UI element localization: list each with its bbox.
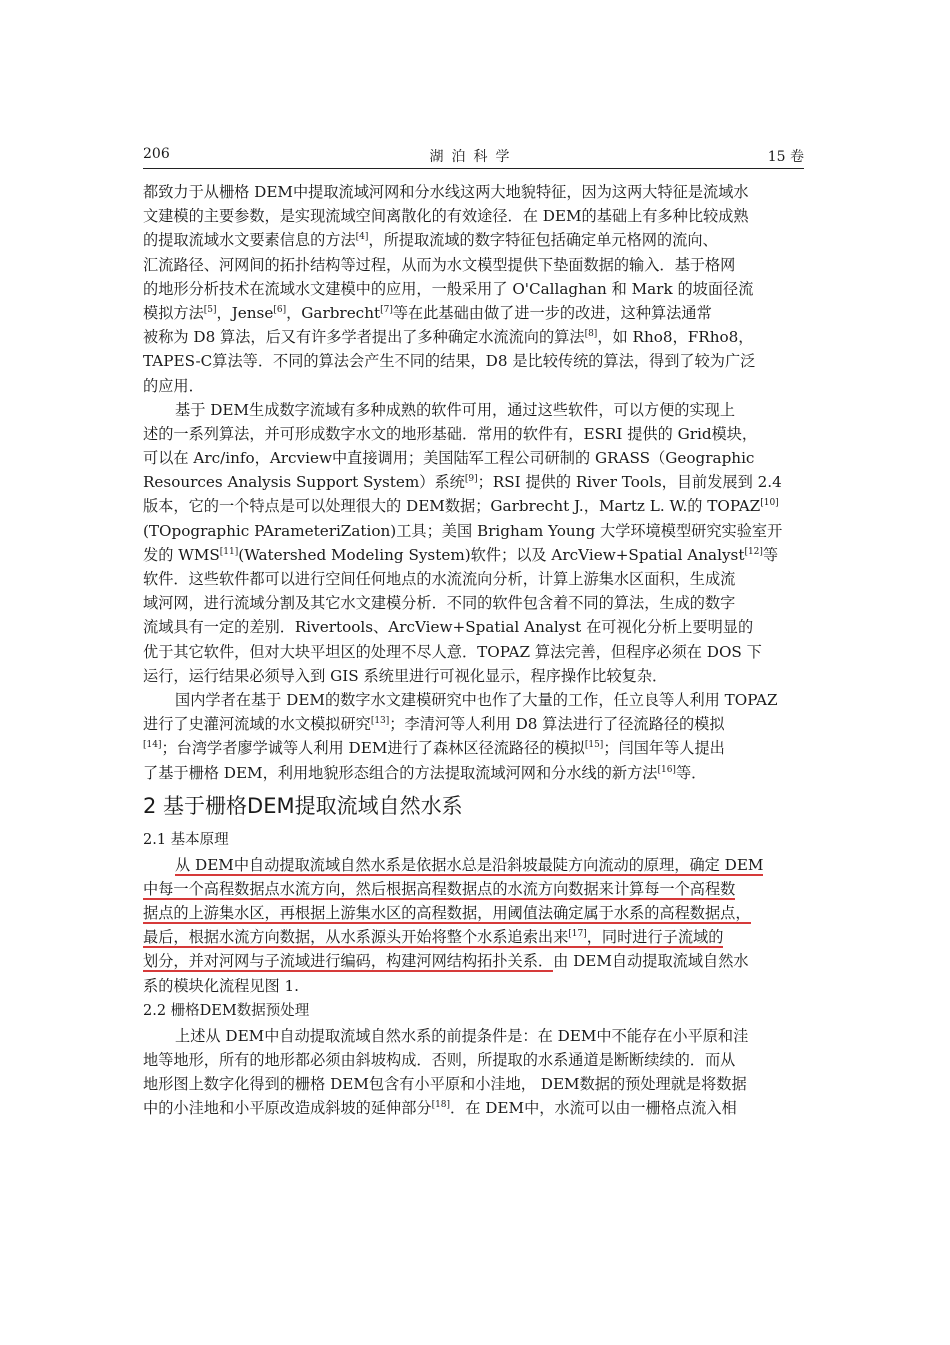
text-line — [143, 877, 807, 901]
text-line: 的地形分析技术在流域水文建模中的应用，一般采用了 O'Callaghan 和 Mark 的坡面径流 — [143, 279, 754, 298]
paragraph-3 — [143, 688, 807, 785]
text-span: 由 DEM自动提取流域自然水 — [553, 952, 749, 971]
text-span: ，Jense — [216, 303, 274, 322]
citation-ref: [7] — [380, 304, 393, 315]
text-line: 国内学者在基于 DEM的数字水文建模研究中也作了大量的工作，任立良等人利用 TOPAZ — [175, 690, 778, 709]
text-span: 了基于栅格 DEM，利用地貌形态组合的方法提取流域河网和分水线的新方法 — [143, 763, 658, 782]
subsection-heading: 2.2 栅格DEM数据预处理 — [143, 1002, 310, 1019]
text-line: 上述从 DEM中自动提取流域自然水系的前提条件是：在 DEM中不能存在小平原和洼 — [175, 1026, 749, 1045]
text-line: 文建模的主要参数，是实现流域空间离散化的有效途径．在 DEM的基础上有多种比较成熟 — [143, 207, 749, 226]
citation-ref: [14] — [143, 740, 162, 751]
citation-ref: [4] — [355, 232, 369, 243]
body-text — [143, 180, 807, 1121]
text-span: ；李清河等人利用 D8 算法进行了径流路径的模拟 — [389, 715, 725, 734]
text-span: ；RSI 提供的 River Tools，目前发展到 2.4 — [477, 473, 782, 492]
text-span: 被称为 D8 算法，后又有许多学者提出了多种确定水流流向的算法 — [143, 328, 585, 347]
text-line: 运行，运行结果必须导入到 GIS 系统里进行可视化显示，程序操作比较复杂． — [143, 666, 668, 685]
paragraph-5 — [143, 1024, 807, 1121]
highlighted-text: 据点的上游集水区，再根据上游集水区的高程数据，用阈值法确定属于水系的高程数据点， — [143, 904, 751, 923]
volume-label: 15 卷 — [767, 149, 804, 165]
text-line: 地等地形，所有的地形都必须由斜坡构成．否则，所提取的水系通道是断断续续的．而从 — [143, 1051, 736, 1069]
text-line: (TOpographic PArameteriZation)工具；美国 Brigham Young 大学环境模型研究实验室开 — [143, 521, 783, 540]
citation-ref: [9] — [464, 474, 478, 485]
text-line: 都致力于从栅格 DEM中提取流域河网和分水线这两大地貌特征，因为这两大特征是流域水 — [143, 183, 749, 201]
paragraph-1 — [143, 180, 807, 398]
text-line — [143, 761, 807, 785]
text-span: ，Garbrecht — [286, 303, 381, 322]
text-span: 等 — [762, 545, 779, 564]
text-line: 优于其它软件，但对大块平坦区的处理不尽人意．TOPAZ 算法完善，但程序必须在 DOS 下 — [143, 642, 762, 661]
text-span: 等． — [675, 763, 707, 782]
text-line: 汇流路径、河网间的拓扑结构等过程，从而为水文模型提供下垫面数据的输入．基于格网 — [143, 255, 736, 274]
text-line — [143, 1096, 807, 1120]
text-line — [143, 901, 807, 925]
text-span: 版本，它的一个特点是可以处理很大的 DEM数据；Garbrecht J.，Martz L. W.的 TOPAZ — [143, 497, 761, 516]
citation-ref: [18] — [431, 1100, 451, 1111]
text-span: 中的小洼地和小平原改造成斜坡的延伸部分 — [143, 1099, 432, 1118]
text-span: (Watershed Modeling System)软件；以及 ArcView+Spatial Analyst — [238, 545, 745, 564]
text-line: 地形图上数字化得到的栅格 DEM包含有小平原和小洼地， DEM数据的预处理就是将数据 — [143, 1075, 747, 1094]
highlighted-text: 划分，并对河网与子流域进行编码，构建河网结构拓扑关系． — [143, 952, 554, 971]
text-span: ；台湾学者廖学诚等人利用 DEM进行了森林区径流路径的模拟 — [161, 739, 585, 758]
text-span: 模拟方法 — [143, 303, 204, 322]
running-header — [143, 146, 804, 169]
highlighted-text: 中每一个高程数据点水流方向，然后根据高程数据点的水流方向数据来计算每一个高程数 — [143, 879, 736, 898]
text-line: 域河网，进行流域分割及其它水文建模分析．不同的软件包含着不同的算法，生成的数字 — [143, 594, 736, 613]
highlighted-text — [143, 928, 723, 948]
highlighted-text: 从 DEM中自动提取流域自然水系是依据水总是沿斜坡最陡方向流动的原理，确定 DEM — [175, 855, 764, 874]
citation-ref: [8] — [584, 329, 598, 340]
text-span: 的提取流域水文要素信息的方法 — [143, 231, 356, 250]
page-number: 206 — [143, 146, 170, 162]
citation-ref: [10] — [760, 498, 779, 509]
text-line — [143, 543, 807, 567]
journal-name: 湖泊科学 — [429, 149, 518, 165]
text-line: 的应用． — [143, 376, 204, 395]
paragraph-2 — [143, 398, 807, 688]
text-line — [143, 736, 807, 760]
text-line: TAPES-C算法等．不同的算法会产生不同的结果，D8 是比较传统的算法，得到了较为广泛 — [143, 352, 756, 371]
text-span: ，所提取流域的数字特征包括确定单元格网的流向、 — [368, 231, 718, 250]
text-line — [143, 853, 807, 877]
text-span: 发的 WMS — [143, 545, 220, 564]
text-line — [143, 712, 807, 736]
text-line — [143, 494, 807, 518]
text-line — [143, 925, 807, 949]
citation-ref: [5] — [203, 304, 217, 315]
citation-ref: [12] — [744, 546, 763, 557]
subsection-heading: 2.1 基本原理 — [143, 831, 229, 848]
text-span: ，同时进行子流域的 — [586, 928, 724, 947]
text-line — [143, 470, 807, 494]
text-line — [143, 228, 807, 252]
text-span: 进行了史灌河流域的水文模拟研究 — [143, 715, 371, 734]
text-line: 述的一系列算法，并可形成数字水文的地形基础．常用的软件有，ESRI 提供的 Grid模块， — [143, 424, 758, 443]
text-line — [143, 949, 807, 973]
citation-ref: [11] — [219, 546, 239, 557]
text-span: Resources Analysis Support System）系统 — [143, 473, 465, 492]
citation-ref: [6] — [273, 304, 287, 315]
text-line: 基于 DEM生成数字流域有多种成熟的软件可用，通过这些软件，可以方便的实现上 — [175, 400, 736, 419]
citation-ref: [17] — [568, 929, 587, 940]
text-line — [143, 301, 807, 325]
citation-ref: [13] — [370, 716, 390, 727]
text-span: ，如 Rho8，FRho8， — [597, 328, 754, 347]
text-span: ；闫国年等人提出 — [603, 739, 725, 758]
paragraph-4 — [143, 853, 807, 998]
text-line: 流域具有一定的差别．Rivertools、ArcView+Spatial Analyst 在可视化分析上要明显的 — [143, 618, 754, 637]
text-line: 软件．这些软件都可以进行空间任何地点的水流流向分析，计算上游集水区面积，生成流 — [143, 570, 736, 588]
text-line: 可以在 Arc/info，Arcview中直接调用；美国陆军工程公司研制的 GRASS（Geographic — [143, 449, 755, 468]
section-heading: 2 基于栅格DEM提取流域自然水系 — [143, 793, 463, 818]
text-span: ．在 DEM中，水流可以由一栅格点流入相 — [450, 1099, 737, 1118]
text-span: 等在此基础由做了进一步的改进，这种算法通常 — [392, 303, 712, 322]
text-line: 系的模块化流程见图 1. — [143, 976, 300, 995]
citation-ref: [16] — [657, 764, 676, 775]
text-span: 最后，根据水流方向数据，从水系源头开始将整个水系追索出来 — [143, 928, 569, 947]
citation-ref: [15] — [584, 740, 604, 751]
text-line — [143, 325, 807, 349]
